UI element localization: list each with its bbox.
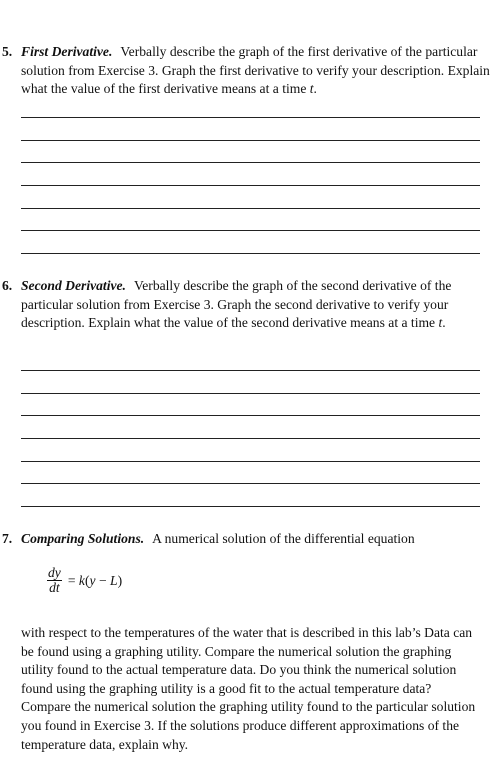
answer-line[interactable] bbox=[21, 253, 480, 254]
answer-line[interactable] bbox=[21, 230, 480, 231]
answer-lines-6[interactable] bbox=[21, 370, 480, 529]
answer-line[interactable] bbox=[21, 438, 480, 439]
answer-line[interactable] bbox=[21, 140, 480, 141]
constant-k: k bbox=[78, 572, 85, 588]
variable-y: y bbox=[89, 572, 96, 588]
close-paren: ) bbox=[117, 572, 123, 588]
answer-line[interactable] bbox=[21, 162, 480, 163]
answer-line[interactable] bbox=[21, 185, 480, 186]
exercise-title: First Derivative. bbox=[21, 44, 113, 59]
constant-L: L bbox=[110, 572, 118, 588]
time-variable: t bbox=[438, 315, 443, 331]
minus-sign: − bbox=[95, 572, 111, 588]
answer-line[interactable] bbox=[21, 208, 480, 209]
sentence-end: . bbox=[442, 315, 446, 331]
exercise-text: Verbally describe the graph of the first derivative of the particular solution from Exercise 3. Graph the first derivative to verify your description. Explain what the value of the first derivative means at a time bbox=[21, 44, 490, 97]
exercise-number: 7. bbox=[2, 531, 13, 546]
answer-lines-5[interactable] bbox=[21, 117, 480, 276]
answer-line[interactable] bbox=[21, 370, 480, 371]
derivative-fraction bbox=[47, 566, 62, 595]
equation-rhs bbox=[68, 573, 122, 589]
exercise-title: Comparing Solutions. bbox=[21, 531, 145, 546]
exercise-number: 5. bbox=[2, 44, 13, 59]
exercise-5 bbox=[0, 43, 490, 99]
exercise-text: Verbally describe the graph of the second derivative of the particular solution from Exercise 3. Graph the second derivative to verify your description. Explain what the value of the second derivative means at a time bbox=[21, 278, 452, 331]
fraction-numerator: dy bbox=[48, 565, 61, 580]
exercise-6 bbox=[0, 277, 490, 333]
answer-line[interactable] bbox=[21, 506, 480, 507]
answer-line[interactable] bbox=[21, 415, 480, 416]
exercise-7-prompt bbox=[0, 530, 490, 549]
exercise-intro: A numerical solution of the differential equation bbox=[152, 531, 415, 546]
open-paren: ( bbox=[84, 572, 90, 588]
time-variable: t bbox=[309, 81, 314, 97]
exercise-6-prompt bbox=[0, 277, 490, 333]
fraction-denominator: dt bbox=[49, 580, 60, 595]
answer-line[interactable] bbox=[21, 117, 480, 118]
exercise-5-prompt bbox=[0, 43, 490, 99]
sentence-end: . bbox=[313, 81, 317, 97]
answer-line[interactable] bbox=[21, 483, 480, 484]
answer-line[interactable] bbox=[21, 393, 480, 394]
exercise-title: Second Derivative. bbox=[21, 278, 126, 293]
differential-equation bbox=[47, 566, 122, 595]
exercise-7-body: with respect to the temperatures of the water that is described in this lab’s Data can be found using a graphing utility. Compare the numerical solution the graphing utility found to the actual temperature data. Do you think the numerical solution found using the graphing utility is a good fit to the actual temperature data? Compare the numerical solution the graphing utility found to the particular solution you found in Exercise 3. If the solutions produce different approximations of the temperature data, explain why. bbox=[21, 625, 476, 752]
equals-sign: = bbox=[67, 572, 79, 588]
exercise-number: 6. bbox=[2, 278, 13, 293]
answer-line[interactable] bbox=[21, 461, 480, 462]
